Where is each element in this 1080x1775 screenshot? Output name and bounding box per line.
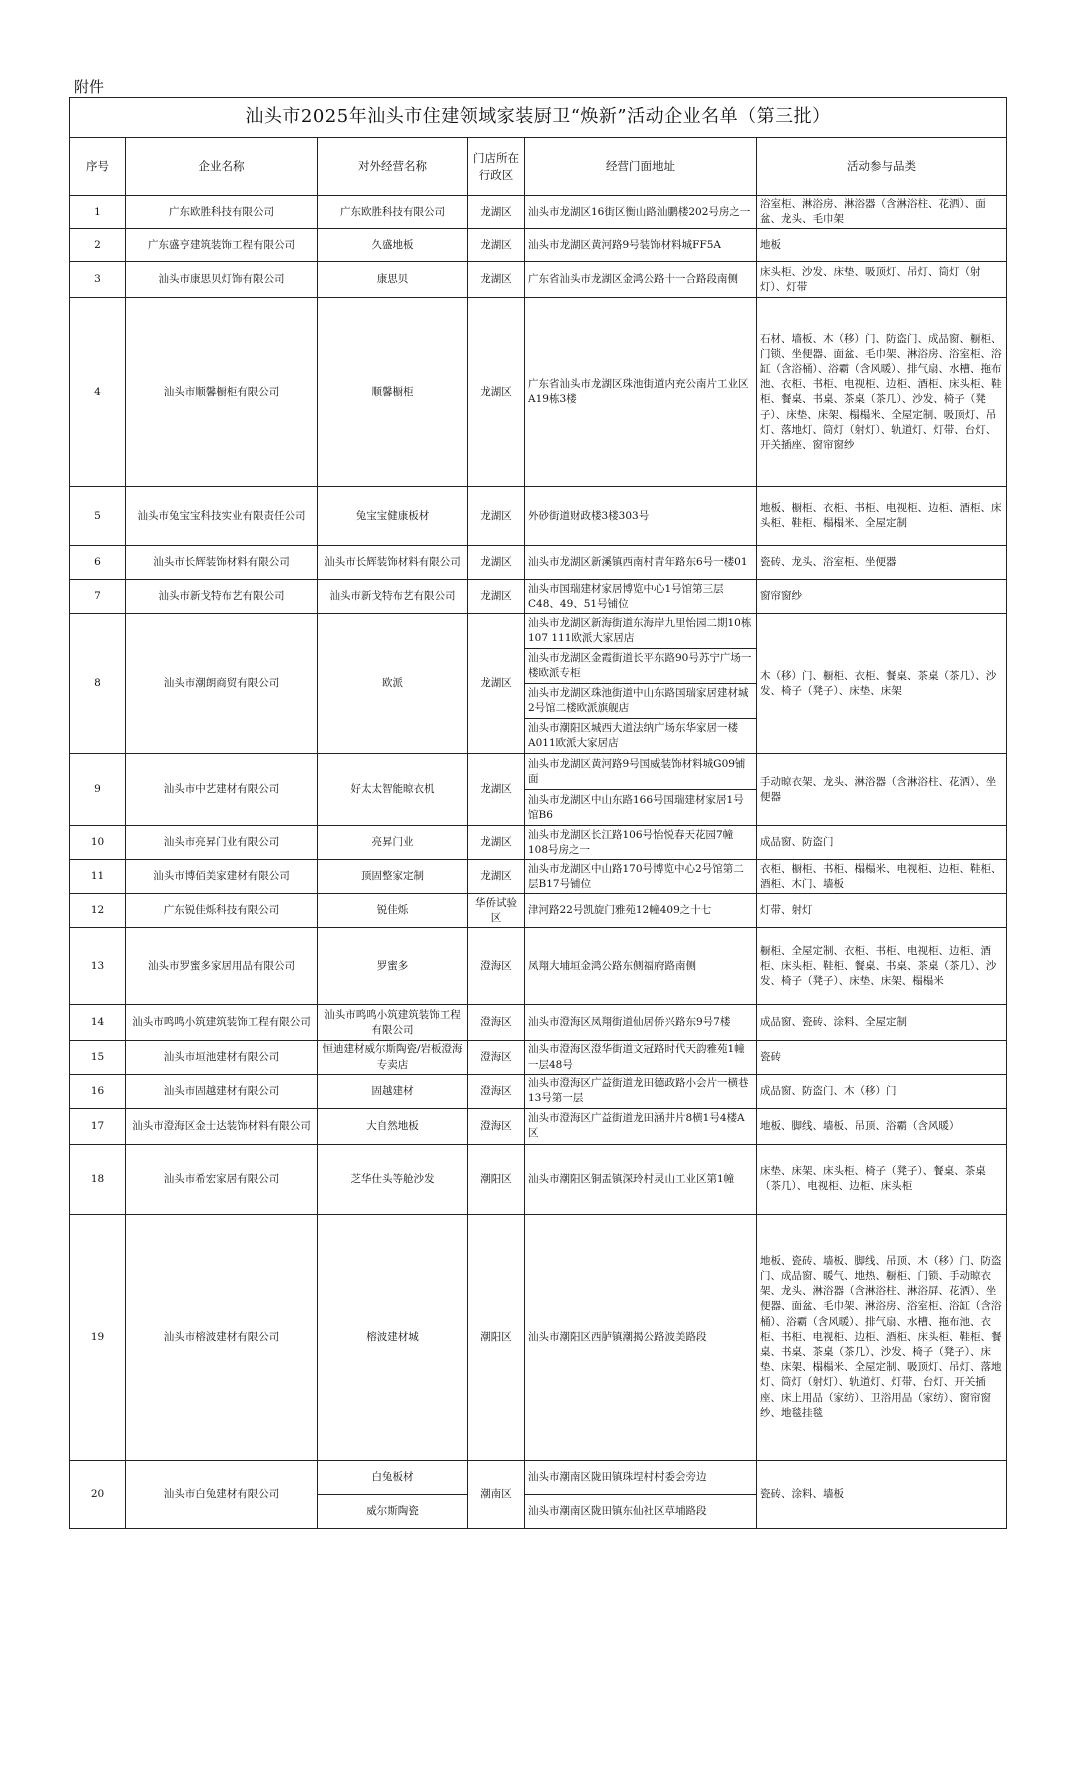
store-address: 汕头市龙湖区长江路106号怡悦春天花园7幢108号房之一 <box>525 826 757 860</box>
company-name: 汕头市固越建材有限公司 <box>126 1074 318 1108</box>
row-no: 14 <box>70 1005 126 1041</box>
header-row <box>70 138 1007 196</box>
store-address: 汕头市龙湖区黄河路9号装饰材料城FF5A <box>525 229 757 262</box>
table-row <box>70 1460 1007 1494</box>
company-list-table <box>69 97 1007 1529</box>
district: 华侨试验区 <box>468 894 525 928</box>
brand-name: 汕头市鸣鸣小筑建筑装饰工程有限公司 <box>318 1005 468 1041</box>
brand-name: 好太太智能晾衣机 <box>318 754 468 826</box>
district: 澄海区 <box>468 928 525 1005</box>
district: 龙湖区 <box>468 196 525 229</box>
brand-name: 康思贝 <box>318 262 468 298</box>
brand-name: 久盛地板 <box>318 229 468 262</box>
row-no: 11 <box>70 860 126 894</box>
categories: 窗帘窗纱 <box>757 580 1007 614</box>
categories: 浴室柜、淋浴房、淋浴器（含淋浴柱、花洒）、面盆、龙头、毛巾架 <box>757 196 1007 229</box>
row-no: 10 <box>70 826 126 860</box>
row-no: 18 <box>70 1144 126 1214</box>
company-name: 汕头市罗蜜多家居用品有限公司 <box>126 928 318 1005</box>
table-row <box>70 196 1007 229</box>
district: 潮阳区 <box>468 1214 525 1460</box>
brand-name: 恒迪建材威尔斯陶瓷/岩板澄海专卖店 <box>318 1041 468 1074</box>
brand-name: 亮昇门业 <box>318 826 468 860</box>
categories: 瓷砖、龙头、浴室柜、坐便器 <box>757 546 1007 580</box>
store-address: 汕头市龙湖区中山东路166号国瑞建材家居1号馆B6 <box>525 790 757 826</box>
table-row <box>70 487 1007 546</box>
categories: 床垫、床架、床头柜、椅子（凳子）、餐桌、茶桌（茶几）、电视柜、边柜、床头柜 <box>757 1144 1007 1214</box>
row-no: 7 <box>70 580 126 614</box>
brand-name: 顺馨橱柜 <box>318 298 468 487</box>
table-body <box>70 196 1007 1529</box>
company-name: 汕头市兔宝宝科技实业有限责任公司 <box>126 487 318 546</box>
company-name: 汕头市白兔建材有限公司 <box>126 1460 318 1528</box>
table-row <box>70 928 1007 1005</box>
store-address: 广东省汕头市龙湖区珠池街道内充公南片工业区A19栋3楼 <box>525 298 757 487</box>
company-name: 汕头市潮朗商贸有限公司 <box>126 614 318 754</box>
categories: 木（移）门、橱柜、衣柜、餐桌、茶桌（茶几）、沙发、椅子（凳子）、床垫、床架 <box>757 614 1007 754</box>
district: 澄海区 <box>468 1041 525 1074</box>
district: 龙湖区 <box>468 546 525 580</box>
store-address: 汕头市龙湖区16街区衡山路汕鹏楼202号房之一 <box>525 196 757 229</box>
brand-name: 罗蜜多 <box>318 928 468 1005</box>
company-name: 汕头市康思贝灯饰有限公司 <box>126 262 318 298</box>
categories: 手动晾衣架、龙头、淋浴器（含淋浴柱、花洒）、坐便器 <box>757 754 1007 826</box>
table-row <box>70 229 1007 262</box>
categories: 石材、墙板、木（移）门、防盗门、成品窗、橱柜、门锁、坐便器、面盆、毛巾架、淋浴房、浴室柜、浴缸（含浴桶）、浴霸（含风暖）、排气扇、水槽、拖布池、衣柜、书柜、电视柜、边柜、酒柜、床头柜、鞋柜、餐桌、书桌、茶桌（茶几）、沙发、椅子（凳子）、床垫、床架、榻榻米、全屋定制、吸顶灯、吊灯、落地灯、筒灯（射灯）、轨道灯、灯带、台灯、开关插座、窗帘窗纱 <box>757 298 1007 487</box>
store-address: 外砂街道财政楼3楼303号 <box>525 487 757 546</box>
header-company: 企业名称 <box>126 138 318 196</box>
brand-name: 广东欧胜科技有限公司 <box>318 196 468 229</box>
company-name: 汕头市博佰美家建材有限公司 <box>126 860 318 894</box>
store-address: 广东省汕头市龙湖区金鸿公路十一合路段南侧 <box>525 262 757 298</box>
row-no: 3 <box>70 262 126 298</box>
district: 澄海区 <box>468 1074 525 1108</box>
row-no: 13 <box>70 928 126 1005</box>
store-address: 汕头市国瑞建材家居博览中心1号馆第三层C48、49、51号铺位 <box>525 580 757 614</box>
store-address: 津河路22号凯旋门雅苑12幢409之十七 <box>525 894 757 928</box>
row-no: 1 <box>70 196 126 229</box>
district: 澄海区 <box>468 1005 525 1041</box>
company-name: 广东欧胜科技有限公司 <box>126 196 318 229</box>
table-row <box>70 298 1007 487</box>
store-address: 汕头市潮阳区铜盂镇深玲村灵山工业区第1幢 <box>525 1144 757 1214</box>
company-name: 广东锐佳烁科技有限公司 <box>126 894 318 928</box>
row-no: 15 <box>70 1041 126 1074</box>
row-no: 16 <box>70 1074 126 1108</box>
table-row <box>70 262 1007 298</box>
district: 龙湖区 <box>468 754 525 826</box>
district: 龙湖区 <box>468 487 525 546</box>
table-title: 汕头市2025年汕头市住建领域家装厨卫“焕新”活动企业名单（第三批） <box>70 98 1007 138</box>
brand-name: 榕波建材城 <box>318 1214 468 1460</box>
categories: 瓷砖、涂料、墙板 <box>757 1460 1007 1528</box>
row-no: 19 <box>70 1214 126 1460</box>
table-row <box>70 546 1007 580</box>
row-no: 20 <box>70 1460 126 1528</box>
district: 龙湖区 <box>468 229 525 262</box>
row-no: 17 <box>70 1108 126 1144</box>
brand-name: 芝华仕头等舱沙发 <box>318 1144 468 1214</box>
categories: 床头柜、沙发、床垫、吸顶灯、吊灯、筒灯（射灯）、灯带 <box>757 262 1007 298</box>
table-row <box>70 1041 1007 1074</box>
company-name: 汕头市榕波建材有限公司 <box>126 1214 318 1460</box>
company-name: 汕头市长辉装饰材料有限公司 <box>126 546 318 580</box>
categories: 成品窗、瓷砖、涂料、全屋定制 <box>757 1005 1007 1041</box>
row-no: 5 <box>70 487 126 546</box>
brand-name: 汕头市新戈特布艺有限公司 <box>318 580 468 614</box>
store-address: 汕头市龙湖区新海街道东海岸九里怡园二期10栋107 111欧派大家居店 <box>525 614 757 649</box>
store-address: 汕头市潮南区陇田镇珠埕村村委会旁边 <box>525 1460 757 1494</box>
brand-name: 欧派 <box>318 614 468 754</box>
categories: 灯带、射灯 <box>757 894 1007 928</box>
company-name: 汕头市垣池建材有限公司 <box>126 1041 318 1074</box>
categories: 成品窗、防盗门 <box>757 826 1007 860</box>
store-address: 凤翔大埔垣金鸿公路东侧福府路南侧 <box>525 928 757 1005</box>
categories: 地板、脚线、墙板、吊顶、浴霸（含风暖） <box>757 1108 1007 1144</box>
brand-name: 白兔板材 <box>318 1460 468 1494</box>
store-address: 汕头市龙湖区中山路170号博览中心2号馆第二层B17号铺位 <box>525 860 757 894</box>
row-no: 8 <box>70 614 126 754</box>
district: 澄海区 <box>468 1108 525 1144</box>
district: 龙湖区 <box>468 262 525 298</box>
categories: 地板 <box>757 229 1007 262</box>
store-address: 汕头市澄海区澄华街道文冠路时代天韵雅苑1幢一层48号 <box>525 1041 757 1074</box>
company-name: 广东盛亨建筑装饰工程有限公司 <box>126 229 318 262</box>
categories: 地板、橱柜、衣柜、书柜、电视柜、边柜、酒柜、床头柜、鞋柜、榻榻米、全屋定制 <box>757 487 1007 546</box>
header-brand: 对外经营名称 <box>318 138 468 196</box>
table-row <box>70 894 1007 928</box>
table-row <box>70 580 1007 614</box>
table-row <box>70 1144 1007 1214</box>
district: 龙湖区 <box>468 614 525 754</box>
table-row <box>70 826 1007 860</box>
categories: 地板、瓷砖、墙板、脚线、吊顶、木（移）门、防盗门、成品窗、暖气、地热、橱柜、门锁、手动晾衣架、龙头、淋浴器（含淋浴柱、淋浴屏、花洒）、坐便器、面盆、毛巾架、淋浴房、浴室柜、浴缸（含浴桶）、浴霸（含风暖）、排气扇、水槽、拖布池、衣柜、书柜、电视柜、边柜、酒柜、床头柜、鞋柜、餐桌、书桌、茶桌（茶几）、沙发、椅子（凳子）、床垫、床架、榻榻米、全屋定制、吸顶灯、吊灯、落地灯、筒灯（射灯）、轨道灯、灯带、台灯、开关插座、床上用品（家纺）、卫浴用品（家纺）、窗帘窗纱、地毯挂毯 <box>757 1214 1007 1460</box>
company-name: 汕头市顺馨橱柜有限公司 <box>126 298 318 487</box>
district: 潮南区 <box>468 1460 525 1528</box>
district: 龙湖区 <box>468 860 525 894</box>
row-no: 9 <box>70 754 126 826</box>
categories: 瓷砖 <box>757 1041 1007 1074</box>
store-address: 汕头市澄海区凤翔街道仙居侨兴路东9号7楼 <box>525 1005 757 1041</box>
company-name: 汕头市新戈特布艺有限公司 <box>126 580 318 614</box>
categories: 成品窗、防盗门、木（移）门 <box>757 1074 1007 1108</box>
store-address: 汕头市龙湖区新溪镇西南村青年路东6号一楼01 <box>525 546 757 580</box>
brand-name: 威尔斯陶瓷 <box>318 1494 468 1528</box>
table-row <box>70 860 1007 894</box>
store-address: 汕头市潮南区陇田镇东仙社区草埔路段 <box>525 1494 757 1528</box>
store-address: 汕头市潮阳区城西大道法纳广场东华家居一楼A011欧派大家居店 <box>525 719 757 754</box>
district: 龙湖区 <box>468 298 525 487</box>
brand-name: 锐佳烁 <box>318 894 468 928</box>
row-no: 12 <box>70 894 126 928</box>
header-district: 门店所在行政区 <box>468 138 525 196</box>
company-name: 汕头市中艺建材有限公司 <box>126 754 318 826</box>
table-row <box>70 1005 1007 1041</box>
table-row <box>70 754 1007 790</box>
district: 龙湖区 <box>468 580 525 614</box>
company-name: 汕头市亮昇门业有限公司 <box>126 826 318 860</box>
company-name: 汕头市澄海区金士达装饰材料有限公司 <box>126 1108 318 1144</box>
header-categories: 活动参与品类 <box>757 138 1007 196</box>
brand-name: 兔宝宝健康板材 <box>318 487 468 546</box>
row-no: 4 <box>70 298 126 487</box>
attachment-label: 附件 <box>74 78 105 96</box>
table-row <box>70 1214 1007 1460</box>
categories: 衣柜、橱柜、书柜、榻榻米、电视柜、边柜、鞋柜、酒柜、木门、墙板 <box>757 860 1007 894</box>
store-address: 汕头市澄海区广益街道龙田德政路小会片一横巷13号第一层 <box>525 1074 757 1108</box>
district: 龙湖区 <box>468 826 525 860</box>
table-row <box>70 614 1007 649</box>
row-no: 2 <box>70 229 126 262</box>
store-address: 汕头市龙湖区珠池街道中山东路国瑞家居建材城2号馆二楼欧派旗舰店 <box>525 684 757 719</box>
brand-name: 顶固整家定制 <box>318 860 468 894</box>
store-address: 汕头市龙湖区黄河路9号国威装饰材料城G09铺面 <box>525 754 757 790</box>
store-address: 汕头市潮阳区西胪镇潮揭公路波美路段 <box>525 1214 757 1460</box>
store-address: 汕头市澄海区广益街道龙田涵井片8横1号4楼A区 <box>525 1108 757 1144</box>
brand-name: 大自然地板 <box>318 1108 468 1144</box>
categories: 橱柜、全屋定制、衣柜、书柜、电视柜、边柜、酒柜、床头柜、鞋柜、餐桌、书桌、茶桌（茶几）、沙发、椅子（凳子）、床垫、床架、榻榻米 <box>757 928 1007 1005</box>
table-row <box>70 1108 1007 1144</box>
header-address: 经营门面地址 <box>525 138 757 196</box>
row-no: 6 <box>70 546 126 580</box>
table-row <box>70 1074 1007 1108</box>
company-name: 汕头市希宏家居有限公司 <box>126 1144 318 1214</box>
store-address: 汕头市龙湖区金霞街道长平东路90号苏宁广场一楼欧派专柜 <box>525 649 757 684</box>
brand-name: 汕头市长辉装饰材料有限公司 <box>318 546 468 580</box>
brand-name: 固越建材 <box>318 1074 468 1108</box>
district: 潮阳区 <box>468 1144 525 1214</box>
company-name: 汕头市鸣鸣小筑建筑装饰工程有限公司 <box>126 1005 318 1041</box>
header-no: 序号 <box>70 138 126 196</box>
